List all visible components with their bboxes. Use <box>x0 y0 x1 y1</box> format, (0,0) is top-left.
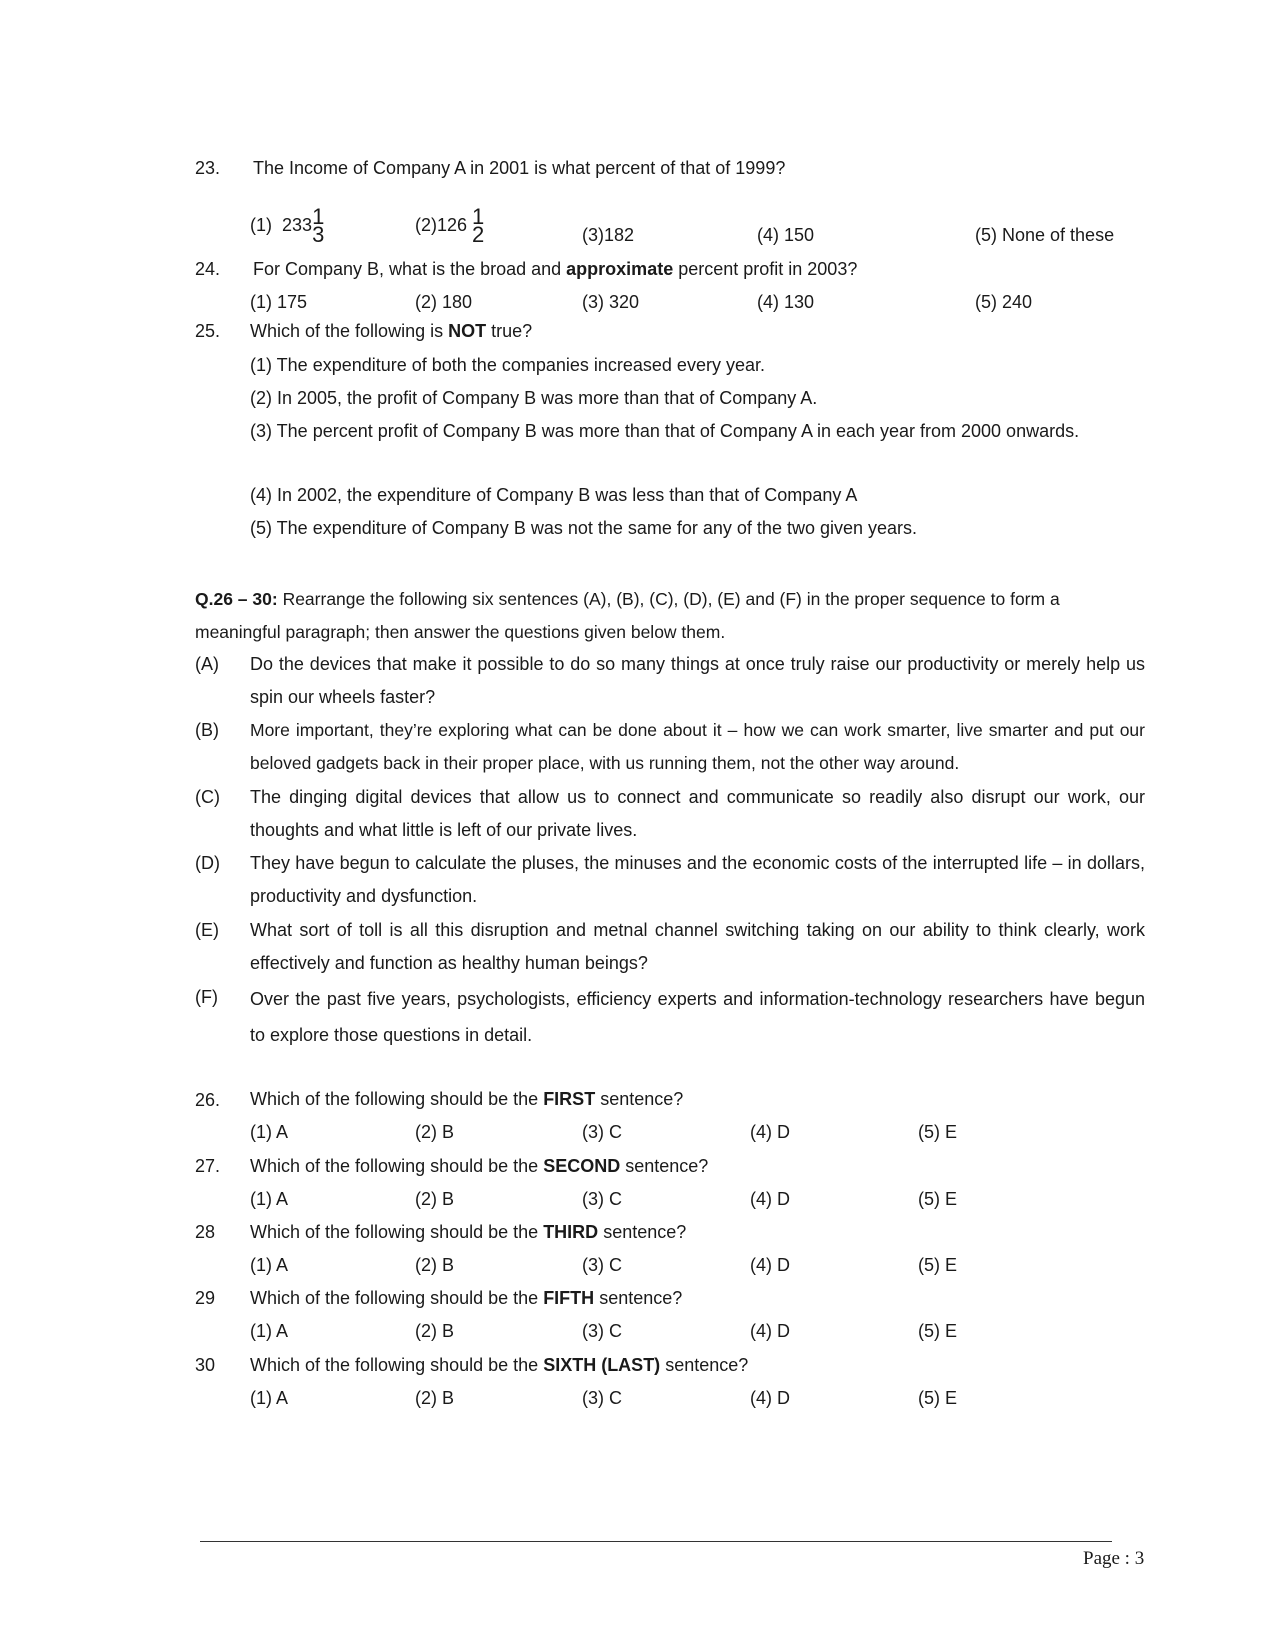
fraction <box>312 204 325 247</box>
option-2: (2) B <box>415 1388 455 1408</box>
sentence-c: The dinging digital devices that allow us to connect and communicate so readily also disrupt our work, our thoughts and what little is left of our private lives. <box>250 787 1145 840</box>
option-3: (3) C <box>582 1321 622 1341</box>
option-5: (5) E <box>918 1255 958 1275</box>
option-1 <box>250 204 325 247</box>
page-number: Page : 3 <box>1083 1548 1145 1569</box>
sentence-b: More important, they’re exploring what can be done about it – how we can work smarter, live smarter and put our beloved gadgets back in their proper place, with us running them, not the other way around. <box>250 720 1145 773</box>
statement-5: (5) The expenditure of Company B was not the same for any of the two given years. <box>250 518 918 538</box>
option-label: (1) <box>250 214 272 235</box>
fraction-denominator: 3 <box>312 222 325 247</box>
option-label: (2)126 <box>415 214 468 235</box>
sentence-d: They have begun to calculate the pluses, the minuses and the economic costs of the interrupted life – in dollars, productivity and dysfunction. <box>250 853 1145 906</box>
question-number: 24. <box>195 259 221 279</box>
option-2: (2) B <box>415 1321 455 1341</box>
sentence-letter: (C) <box>195 787 220 807</box>
question-number: 28 <box>195 1222 216 1242</box>
option-5: (5) None of these <box>975 225 1115 245</box>
option-4: (4) D <box>750 1122 790 1142</box>
sentence-letter: (B) <box>195 720 219 740</box>
question-text: Which of the following should be the SIXTH (LAST) sentence? <box>250 1355 749 1375</box>
option-2 <box>415 204 485 247</box>
option-3: (3) C <box>582 1255 622 1275</box>
footer-rule <box>200 1541 1112 1542</box>
option-3: (3) C <box>582 1388 622 1408</box>
fraction-numerator: 1 <box>472 204 485 229</box>
option-4: (4) D <box>750 1189 790 1209</box>
question-number: 26. <box>195 1090 221 1110</box>
question-text: The Income of Company A in 2001 is what percent of that of 1999? <box>253 158 786 178</box>
option-1: (1) 175 <box>250 292 308 312</box>
option-2: (2) B <box>415 1255 455 1275</box>
option-2: (2) 180 <box>415 292 473 312</box>
question-text: Which of the following should be the FIFTH sentence? <box>250 1288 683 1308</box>
question-number: 30 <box>195 1355 216 1375</box>
option-2: (2) B <box>415 1122 455 1142</box>
option-4: (4) D <box>750 1321 790 1341</box>
option-3: (3)182 <box>582 225 635 245</box>
fraction-numerator: 1 <box>312 204 325 229</box>
question-text: Which of the following is NOT true? <box>250 321 533 341</box>
question-number: 27. <box>195 1156 221 1176</box>
section-instructions: Q.26 – 30: Rearrange the following six sentences (A), (B), (C), (D), (E) and (F) in the proper sequence to form a meaningful paragraph; then answer the questions given below them. <box>195 589 1060 642</box>
sentence-letter: (A) <box>195 654 219 674</box>
question-number: 29 <box>195 1288 216 1308</box>
option-4: (4) 150 <box>757 225 815 245</box>
option-5: (5) E <box>918 1189 958 1209</box>
option-1: (1) A <box>250 1321 289 1341</box>
fraction <box>472 204 485 247</box>
question-number: 23. <box>195 158 221 178</box>
option-1: (1) A <box>250 1189 289 1209</box>
sentence-e: What sort of toll is all this disruption and metnal channel switching taking on our ability to think clearly, work effectively and function as healthy human beings? <box>250 920 1145 973</box>
option-1: (1) A <box>250 1388 289 1408</box>
statement-3: (3) The percent profit of Company B was more than that of Company A in each year from 2000 onwards. <box>250 421 1080 441</box>
option-4: (4) D <box>750 1388 790 1408</box>
statement-1: (1) The expenditure of both the companies increased every year. <box>250 355 765 375</box>
question-number: 25. <box>195 321 221 341</box>
option-3: (3) 320 <box>582 292 640 312</box>
sentence-f: Over the past five years, psychologists, efficiency experts and information-technology researchers have begun to explore those questions in detail. <box>250 989 1145 1045</box>
question-text: Which of the following should be the THIRD sentence? <box>250 1222 687 1242</box>
option-5: (5) E <box>918 1321 958 1341</box>
option-whole: 233 <box>282 214 313 235</box>
option-5: (5) E <box>918 1122 958 1142</box>
statement-2: (2) In 2005, the profit of Company B was more than that of Company A. <box>250 388 818 408</box>
option-1: (1) A <box>250 1255 289 1275</box>
option-3: (3) C <box>582 1122 622 1142</box>
option-4: (4) 130 <box>757 292 815 312</box>
question-text: Which of the following should be the FIRST sentence? <box>250 1089 684 1109</box>
option-5: (5) E <box>918 1388 958 1408</box>
option-2: (2) B <box>415 1189 455 1209</box>
statement-4: (4) In 2002, the expenditure of Company B was less than that of Company A <box>250 485 858 505</box>
question-text: For Company B, what is the broad and approximate percent profit in 2003? <box>253 259 858 279</box>
option-4: (4) D <box>750 1255 790 1275</box>
option-3: (3) C <box>582 1189 622 1209</box>
sentence-a: Do the devices that make it possible to do so many things at once truly raise our productivity or merely help us spin our wheels faster? <box>250 654 1145 707</box>
sentence-letter: (F) <box>195 987 218 1007</box>
option-5: (5) 240 <box>975 292 1033 312</box>
sentence-letter: (E) <box>195 920 219 940</box>
option-1: (1) A <box>250 1122 289 1142</box>
fraction-denominator: 2 <box>472 222 485 247</box>
question-text: Which of the following should be the SECOND sentence? <box>250 1156 709 1176</box>
sentence-letter: (D) <box>195 853 220 873</box>
